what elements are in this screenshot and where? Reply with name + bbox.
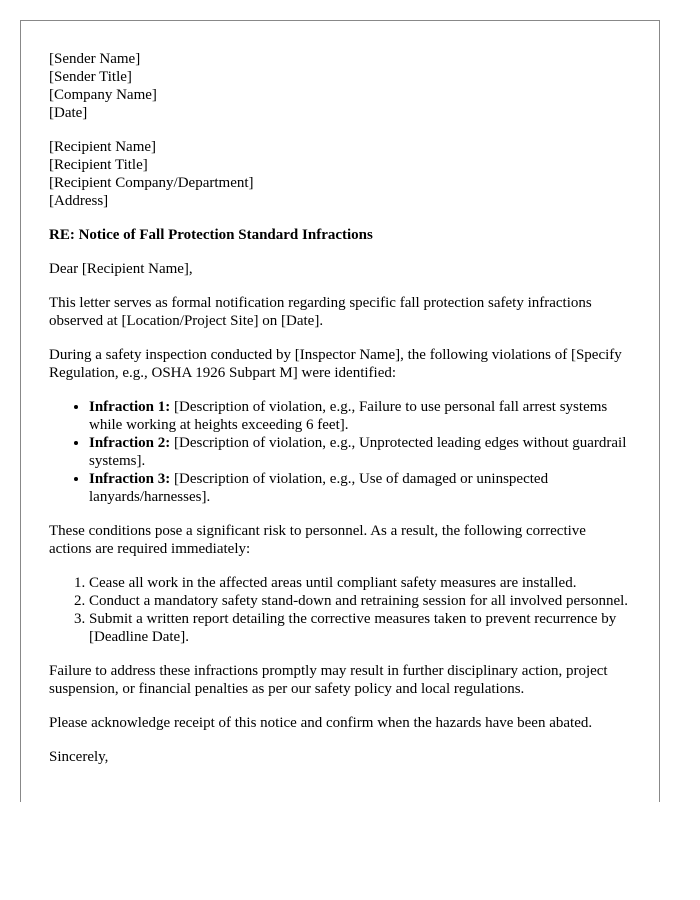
infraction-label: Infraction 1:	[89, 399, 171, 415]
infractions-list	[49, 398, 631, 506]
list-item: 2. Conduct a mandatory safety stand-down and retraining session for all involved personnel.	[89, 592, 631, 610]
actions-list	[49, 574, 631, 646]
sender-company: [Company Name]	[49, 87, 157, 103]
sender-name: [Sender Name]	[49, 51, 141, 67]
failure-paragraph: Failure to address these infractions promptly may result in further disciplinary action, project suspension, or financial penalties as per our safety policy and local regulations.	[49, 663, 608, 697]
inspection-paragraph: During a safety inspection conducted by [Inspector Name], the following violations of [Specify Regulation, e.g., OSHA 1926 Subpart M] were identified:	[49, 347, 622, 381]
list-item: 3. Submit a written report detailing the corrective measures taken to prevent recurrence by [Deadline Date].	[89, 610, 631, 646]
infraction-label: Infraction 3:	[89, 471, 171, 487]
infraction-label: Infraction 2:	[89, 435, 171, 451]
recipient-block	[49, 138, 631, 210]
infraction-text: [Description of violation, e.g., Failure to use personal fall arrest systems while working at heights exceeding 6 feet].	[89, 399, 608, 433]
list-item: 1. Cease all work in the affected areas until compliant safety measures are installed.	[89, 574, 631, 592]
conditions-paragraph: These conditions pose a significant risk to personnel. As a result, the following corrective actions are required immediately:	[49, 523, 586, 557]
list-item	[89, 398, 631, 434]
infraction-text: [Description of violation, e.g., Use of damaged or uninspected lanyards/harnesses].	[89, 471, 549, 505]
salutation: Dear [Recipient Name],	[49, 261, 193, 277]
list-item	[89, 434, 631, 470]
recipient-name: [Recipient Name]	[49, 139, 157, 155]
recipient-company: [Recipient Company/Department]	[49, 175, 254, 191]
closing: Sincerely,	[49, 749, 109, 765]
sender-date: [Date]	[49, 105, 88, 121]
infraction-text: [Description of violation, e.g., Unprotected leading edges without guardrail systems].	[89, 435, 627, 469]
intro-paragraph: This letter serves as formal notification regarding specific fall protection safety infractions observed at [Location/Project Site] on [Date].	[49, 295, 592, 329]
recipient-address: [Address]	[49, 193, 109, 209]
acknowledge-paragraph: Please acknowledge receipt of this notice and confirm when the hazards have been abated.	[49, 715, 593, 731]
recipient-title: [Recipient Title]	[49, 157, 148, 173]
sender-title: [Sender Title]	[49, 69, 132, 85]
list-item	[89, 470, 631, 506]
subject-line: RE: Notice of Fall Protection Standard Infractions	[49, 227, 373, 243]
letter-page	[20, 20, 660, 802]
sender-block	[49, 50, 631, 122]
